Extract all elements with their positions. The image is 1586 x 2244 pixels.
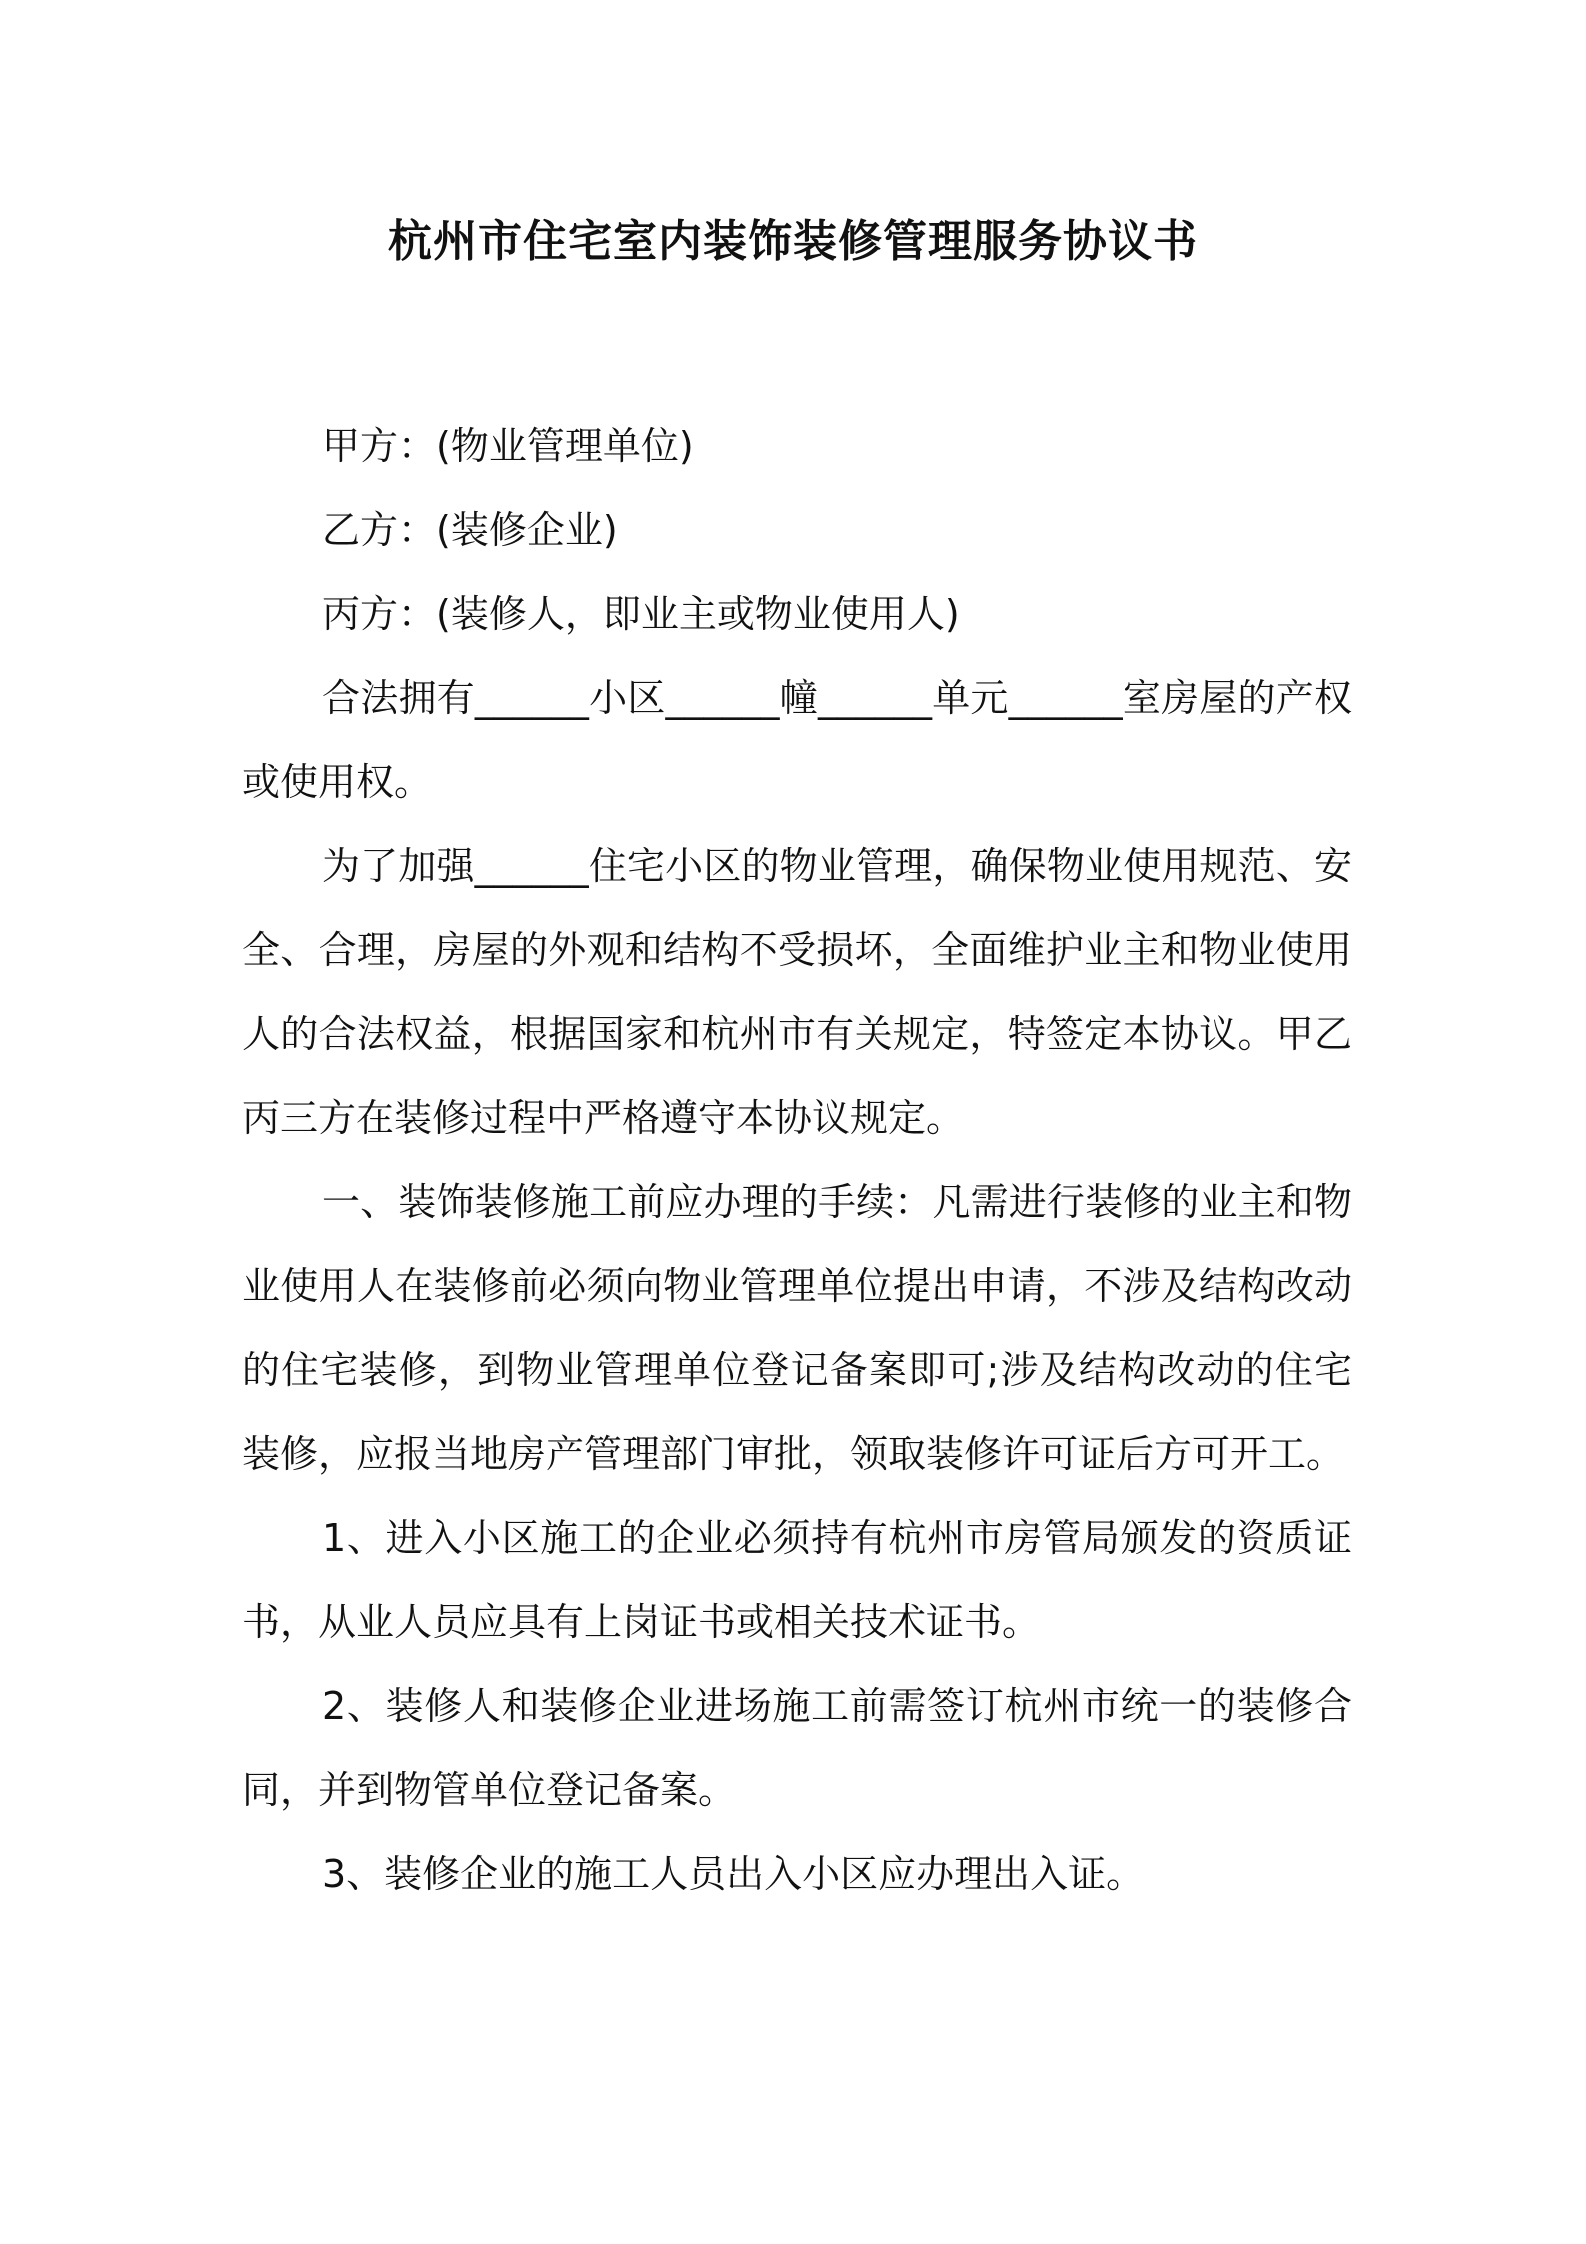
clause-1-paragraph: 1、进入小区施工的企业必须持有杭州市房管局颁发的资质证书，从业人员应具有上岗证书或相关技术证书。: [242, 1516, 1352, 1644]
purpose-paragraph: 为了加强______住宅小区的物业管理，确保物业使用规范、安全、合理，房屋的外观和结构不受损坏，全面维护业主和物业使用人的合法权益，根据国家和杭州市有关规定，特签定本协议。甲乙丙三方在装修过程中严格遵守本协议规定。: [242, 844, 1352, 1140]
clause-3-paragraph: 3、装修企业的施工人员出入小区应办理出入证。: [322, 1852, 1145, 1896]
section-one-paragraph: 一、装饰装修施工前应办理的手续：凡需进行装修的业主和物业使用人在装修前必须向物业管理单位提出申请，不涉及结构改动的住宅装修，到物业管理单位登记备案即可;涉及结构改动的住宅装修，应报当地房产管理部门审批，领取装修许可证后方可开工。: [242, 1180, 1352, 1476]
party-c-line: 丙方：(装修人，即业主或物业使用人): [322, 592, 960, 636]
clause-2-paragraph: 2、装修人和装修企业进场施工前需签订杭州市统一的装修合同，并到物管单位登记备案。: [242, 1684, 1352, 1812]
document-title: 杭州市住宅室内装饰装修管理服务协议书: [388, 216, 1198, 267]
property-ownership-paragraph: 合法拥有______小区______幢______单元______室房屋的产权或使用权。: [242, 676, 1352, 804]
party-a-line: 甲方：(物业管理单位): [322, 424, 694, 468]
document-body: [242, 404, 1352, 1916]
party-b-line: 乙方：(装修企业): [322, 508, 618, 552]
